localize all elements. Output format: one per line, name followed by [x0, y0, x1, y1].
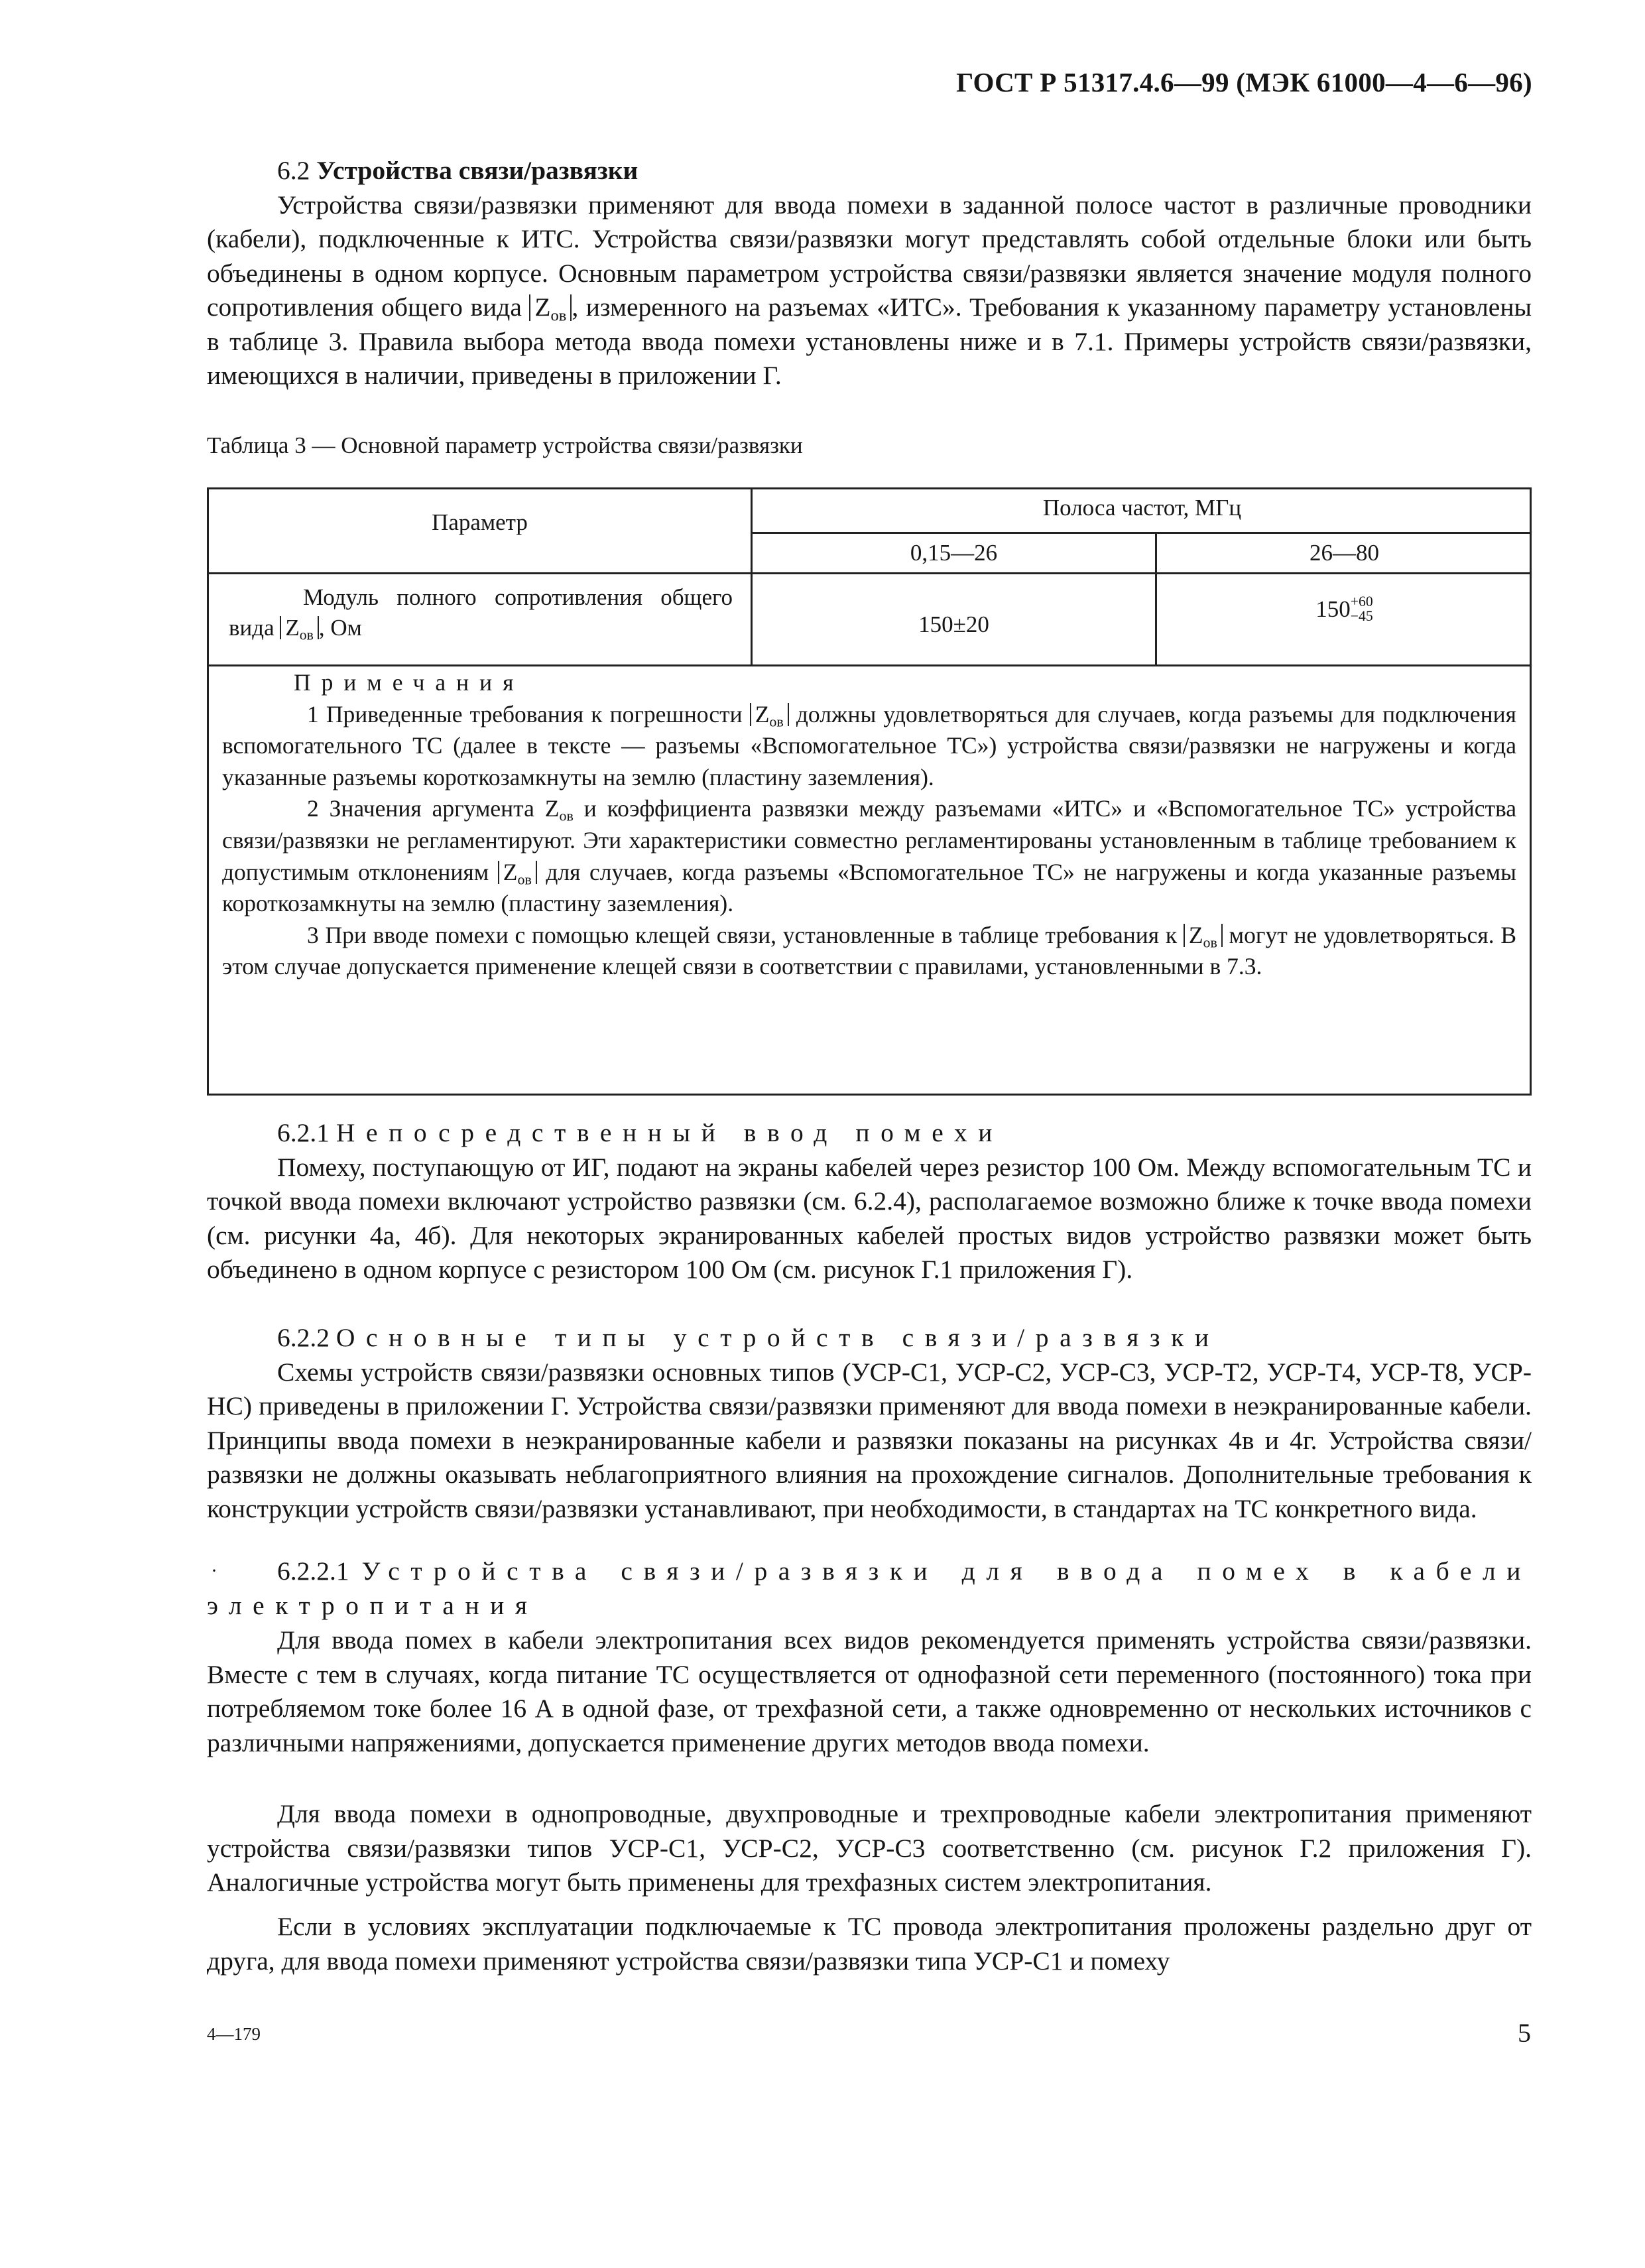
section-6-2-2-title: Основные типы устройств связи/развязки: [335, 1323, 1220, 1352]
section-6-2-number: 6.2: [277, 156, 310, 185]
document-header: ГОСТ Р 51317.4.6—99 (МЭК 61000—4—6—96): [956, 67, 1532, 97]
table-3: [207, 487, 1532, 1096]
section-6-2-1-number: 6.2.1: [277, 1118, 330, 1147]
section-6-2-2-1-title: Устройства связи/развязки для ввода помех в кабели электропитания: [207, 1556, 1532, 1620]
band-1: 0,15—26: [910, 540, 998, 566]
section-6-2-text-b: , измеренного на разъемах «ИТС». Требования к указанному параметру установлены в таблице 3. Правила выбора метода ввода помехи установлены ниже и в 7.1. Примеры устройств связи/развязки, имеющихся в наличии, приведены в приложении Г.: [207, 292, 1532, 390]
section-6-2-2-number: 6.2.2: [277, 1323, 330, 1352]
section-6-2-2-1: [207, 1554, 1532, 1623]
row-label-impedance: Модуль полного сопротивления общего вида $Z_{ов}$ , Ом: [229, 584, 733, 643]
note-3: 3 При вводе помехи с помощью клещей связи, установленные в таблице требования к $Z_{ов}$ могут не удовлетворяться. В этом случае допускается применение клещей связи в соответствии с правилами, установленными в 7.3.: [222, 921, 1517, 980]
footer-code: 4—179: [207, 2024, 261, 2044]
margin-dot: ·: [211, 1560, 217, 1582]
section-6-2-title: Устройства связи/развязки: [316, 156, 639, 185]
band-2: 26—80: [1310, 540, 1379, 566]
section-6-2-1-title: Непосредственный ввод помехи: [335, 1118, 1003, 1147]
section-6-2-2-1-para-1: Для ввода помех в кабели электропитания всех видов рекомендуется применять устройства связи/развязки. Вместе с тем в случаях, когда питание ТС осуществляется от однофазной сети переменного (постоянного) тока при потребляемом токе более 16 А в одной фазе, от трехфазной сети, а также одновременно от нескольких источников с различными напряжениями, допускается применение других методов ввода помехи.: [207, 1625, 1532, 1757]
table-3-notes: [222, 667, 1516, 983]
section-6-2-1: [207, 1116, 1532, 1287]
col-header-param: Параметр: [432, 509, 528, 535]
notes-heading: Примечания: [294, 669, 524, 696]
value-band-2: 150 +60 −45: [1315, 594, 1373, 624]
section-6-2-2-1-para-3: Если в условиях эксплуатации подключаемые к ТС провода электропитания проложены раздельно друг от друга, для ввода помехи применяют устройства связи/развязки типа УСР-С1 и помеху: [207, 1912, 1532, 1976]
section-6-2-text-a: Устройства связи/развязки применяют для ввода помехи в заданной полосе частот в различные проводники (кабели), подключенные к ИТС. Устройства связи/развязки могут представлять собой отдельные блоки или быть объединены в одном корпусе. Основным параметром устройства связи/развязки является значение модуля полного сопротивления общего вида: [207, 190, 1532, 322]
section-6-2-2-1-para-2: Для ввода помехи в однопроводные, двухпроводные и трехпроводные кабели электропитания применяют устройства связи/развязки типов УСР-С1, УСР-С2, УСР-С3 соответственно (см. рисунок Г.2 приложения Г). Аналогичные устройства могут быть применены для трехфазных систем электропитания.: [207, 1799, 1532, 1897]
section-6-2: [207, 154, 1532, 393]
z-ov-modulus: $Z_{ов}$: [529, 294, 572, 321]
table-3-caption: Таблица 3 — Основной параметр устройства связи/развязки: [207, 432, 803, 458]
note-2: 2 Значения аргумента $Z_{ов}$ и коэффициента развязки между разъемами «ИТС» и «Вспомогательное ТС» устройства связи/развязки не регламентируют. Эти характеристики совместно регламентированы установленным в таблице требованием к допустимым отклонениям $Z_{ов}$ для случаев, когда разъемы «Вспомогательное ТС» не нагружены и когда указанные разъемы короткозамкнуты на землю (пластину заземления).: [222, 795, 1517, 917]
section-6-2-2-1-number: 6.2.2.1: [277, 1556, 349, 1586]
section-6-2-2: [207, 1321, 1532, 1526]
note-1: 1 Приведенные требования к погрешности $Z_{ов}$ должны удовлетворяться для случаев, когда разъемы для подключения вспомогательного ТС (далее в тексте — разъемы «Вспомогательное ТС») устройства связи/развязки не нагружены и когда указанные разъемы короткозамкнуты на землю (пластину заземления).: [222, 700, 1517, 790]
section-6-2-2-text: Схемы устройств связи/развязки основных типов (УСР-С1, УСР-С2, УСР-С3, УСР-Т2, УСР-Т4, УСР-Т8, УСР-НС) приведены в приложении Г. Устройства связи/развязки применяют для ввода помехи в неэкранированные кабели. Принципы ввода помехи в неэкранированные кабели и развязки показаны на рисунках 4в и 4г. Устройства связи/развязки не должны оказывать неблагоприятного влияния на прохождение сигналов. Дополнительные требования к конструкции устройств связи/развязки устанавливают, при необходимости, в стандартах на ТС конкретного вида.: [207, 1357, 1532, 1523]
page-number: 5: [1518, 2018, 1531, 2048]
col-header-band: Полоса частот, МГц: [1042, 495, 1242, 521]
section-6-2-1-text: Помеху, поступающую от ИГ, подают на экраны кабелей через резистор 100 Ом. Между вспомогательным ТС и точкой ввода помехи включают устройство развязки (см. 6.2.4), располагаемое возможно ближе к точке ввода помехи (см. рисунки 4а, 4б). Для некоторых экранированных кабелей простых видов устройство развязки может быть объединено в одном корпусе с резистором 100 Ом (см. рисунок Г.1 приложения Г).: [207, 1152, 1532, 1284]
value-band-1: 150±20: [918, 611, 989, 637]
